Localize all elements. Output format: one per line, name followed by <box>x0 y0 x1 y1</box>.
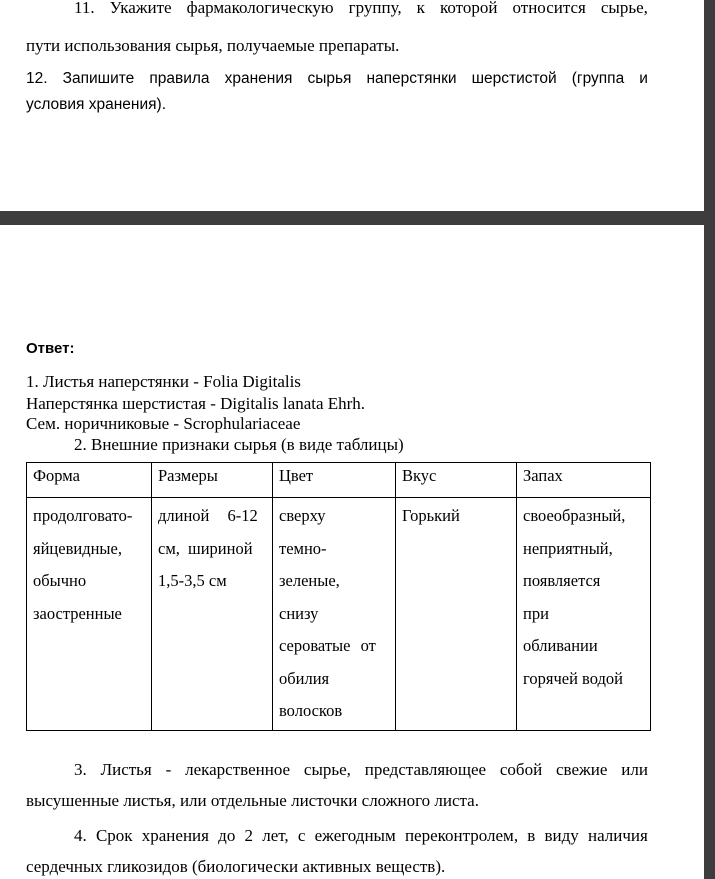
word: Запишите <box>62 70 135 87</box>
form-line: яйцевидные, <box>33 538 122 558</box>
table-row <box>27 498 651 731</box>
header-color: Цвет <box>273 463 396 498</box>
word: Укажите <box>109 0 172 17</box>
word: группу, <box>348 0 402 17</box>
cell-form <box>27 498 152 731</box>
sizes-line: см, шириной <box>158 538 253 558</box>
word: - <box>165 760 172 779</box>
paragraph-4-line-1 <box>74 826 648 846</box>
word: сырье, <box>600 0 648 17</box>
smell-line: появляется <box>523 571 601 590</box>
word: хранения <box>224 70 293 87</box>
word: представляющее <box>364 760 487 779</box>
word: лекарственное <box>185 760 291 779</box>
color-line: волосков <box>279 701 343 720</box>
word: свежие <box>556 760 608 779</box>
word: к <box>416 0 425 17</box>
smell-line: обливании <box>523 636 598 655</box>
form-line: обычно <box>33 571 87 590</box>
color-line: сверху <box>279 506 326 525</box>
form-line: продолговато- <box>33 506 133 525</box>
paragraph-4-line-2: сердечных гликозидов (биологически активных веществ). <box>26 857 446 876</box>
word: правила <box>149 70 210 87</box>
color-line: зеленые, <box>279 571 340 590</box>
viewer-right-edge <box>704 0 715 879</box>
word: 11. <box>74 0 95 17</box>
header-form: Форма <box>27 463 152 498</box>
word: которой <box>439 0 498 17</box>
question-11-line-2: пути использования сырья, получаемые препараты. <box>26 36 400 55</box>
taste-line: Горький <box>402 506 460 525</box>
word: шерстистой <box>471 70 557 87</box>
question-12-line-1 <box>26 70 648 88</box>
word: ежегодным <box>314 826 396 845</box>
form-line: заостренные <box>33 603 122 623</box>
word: (группа <box>571 70 625 87</box>
cell-taste <box>396 498 517 731</box>
word: или <box>621 760 648 779</box>
header-taste: Вкус <box>396 463 517 498</box>
answer-line-4: 2. Внешние признаки сырья (в виде таблицы) <box>74 435 404 454</box>
traits-table <box>26 462 651 731</box>
header-sizes: Размеры <box>152 463 273 498</box>
word: и <box>639 70 648 87</box>
word: 4. <box>74 826 87 845</box>
paragraph-3-line-1 <box>74 760 648 780</box>
sizes-line: 1,5-3,5 см <box>158 571 227 590</box>
cell-smell <box>517 498 651 731</box>
word: собой <box>499 760 543 779</box>
word: наличия <box>588 826 648 845</box>
color-line: сероватые от <box>279 636 376 655</box>
word: в <box>527 826 536 845</box>
word: наперстянки <box>366 70 457 87</box>
word: лет, <box>262 826 289 845</box>
word: виду <box>544 826 579 845</box>
table-header-row <box>27 463 651 498</box>
answer-line-1: 1. Листья наперстянки - Folia Digitalis <box>26 372 301 391</box>
answer-heading: Ответ: <box>26 340 75 357</box>
word: 12. <box>26 70 48 87</box>
paragraph-3-line-2: высушенные листья, или отдельные листочки сложного листа. <box>26 791 479 810</box>
word: 3. <box>74 760 87 779</box>
color-line: обилия <box>279 668 330 688</box>
word: Срок <box>95 826 133 845</box>
smell-line: горячей водой <box>523 668 623 688</box>
answer-line-3: Сем. норичниковые - Scrophulariaceae <box>26 414 301 433</box>
color-line: снизу <box>279 603 319 623</box>
word: с <box>297 826 306 845</box>
word: относится <box>512 0 586 17</box>
color-line: темно- <box>279 538 327 558</box>
word: фармакологическую <box>186 0 334 17</box>
word: сырья <box>307 70 352 87</box>
question-12-line-2: условия хранения). <box>26 96 167 113</box>
cell-sizes <box>152 498 273 731</box>
word: переконтролем, <box>404 826 519 845</box>
smell-line: при <box>523 603 549 623</box>
sizes-line: длиной 6-12 <box>158 506 258 525</box>
word: Листья <box>100 760 152 779</box>
header-smell: Запах <box>517 463 651 498</box>
cell-color <box>273 498 396 731</box>
smell-line: своеобразный, <box>523 506 626 525</box>
page-gap <box>0 211 704 225</box>
answer-line-2: Наперстянка шерстистая - Digitalis lanata Ehrh. <box>26 394 366 413</box>
word: сырье, <box>303 760 351 779</box>
smell-line: неприятный, <box>523 538 613 558</box>
word: 2 <box>244 826 254 845</box>
question-11-line-1 <box>74 0 648 18</box>
word: хранения <box>141 826 209 845</box>
word: до <box>218 826 236 845</box>
